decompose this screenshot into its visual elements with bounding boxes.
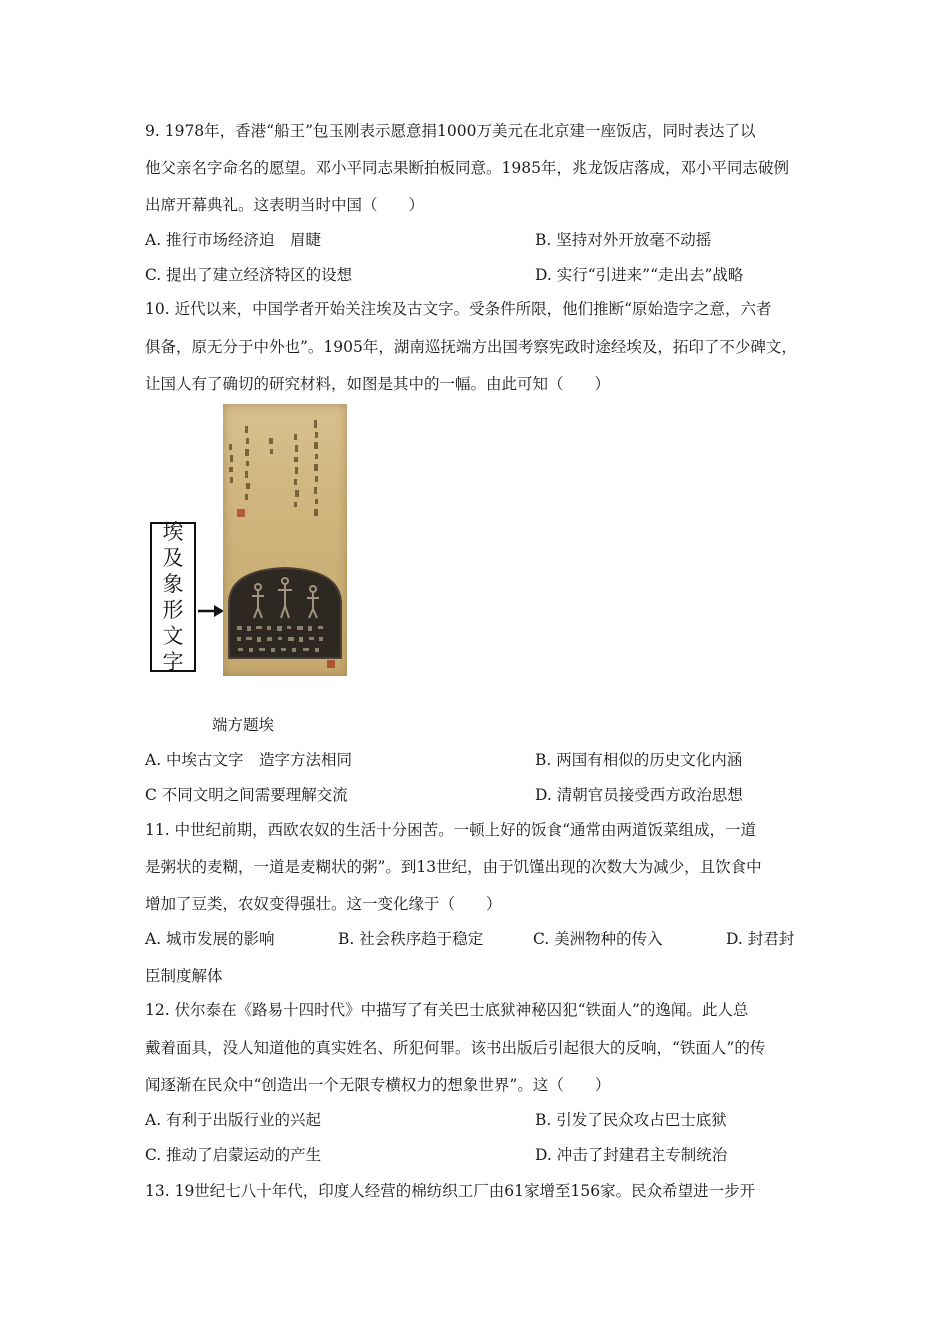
q12-line-1: 12. 伏尔泰在《路易十四时代》中描写了有关巴士底狱神秘囚犯“铁面人”的逸闻。此人总 <box>145 1001 749 1019</box>
q11-option-d-wrap: 臣制度解体 <box>145 967 223 985</box>
q9-option-d: D. 实行“引进来”“走出去”战略 <box>535 266 744 284</box>
figure-label-char: 文 <box>162 624 184 648</box>
q10-figure <box>150 404 350 676</box>
figure-label-box <box>150 522 196 672</box>
q11-line-2: 是粥状的麦糊，一道是麦糊状的粥”。到13世纪，由于饥馑出现的次数大为减少，且饮食中 <box>145 858 762 876</box>
q10-option-a: A. 中埃古文字 造字方法相同 <box>145 751 353 769</box>
q9-option-c: C. 提出了建立经济特区的设想 <box>145 266 353 284</box>
q12-option-c: C. 推动了启蒙运动的产生 <box>145 1146 322 1164</box>
figure-caption: 端方题埃 <box>212 716 275 734</box>
q12-option-b: B. 引发了民众攻占巴士底狱 <box>535 1111 727 1129</box>
q12-option-a: A. 有利于出版行业的兴起 <box>145 1111 322 1129</box>
q10-line-1: 10. 近代以来，中国学者开始关注埃及古文字。受条件所限，他们推断“原始造字之意，六者 <box>145 300 772 318</box>
q12-line-3: 闻逐渐在民众中“创造出一个无限专横权力的想象世界”。这（ ） <box>145 1076 611 1094</box>
figure-label-char: 形 <box>162 598 184 622</box>
stele-rubbing-image <box>223 404 347 676</box>
q13-line-1: 13. 19世纪七八十年代，印度人经营的棉纺织工厂由61家增至156家。民众希望进一步开 <box>145 1182 756 1200</box>
figure-label-char: 及 <box>162 546 184 570</box>
q9-option-b: B. 坚持对外开放毫不动摇 <box>535 231 712 249</box>
q10-line-2: 俱备，原无分于中外也”。1905年，湖南巡抚端方出国考察宪政时途经埃及，拓印了不少碑文， <box>145 338 797 356</box>
arrow-right-icon <box>198 604 224 618</box>
q9-line-3: 出席开幕典礼。这表明当时中国（ ） <box>145 196 425 214</box>
q11-option-d: D. 封君封 <box>726 930 795 948</box>
figure-label-char: 字 <box>162 650 184 674</box>
q9-line-1: 9. 1978年，香港“船王”包玉刚表示愿意捐1000万美元在北京建一座饭店，同时表达了以 <box>145 122 756 140</box>
figure-label-char: 象 <box>162 572 184 596</box>
q9-option-a: A. 推行市场经济迫 眉睫 <box>145 231 322 249</box>
q11-line-3: 增加了豆类，农奴变得强壮。这一变化缘于（ ） <box>145 895 502 913</box>
q12-option-d: D. 冲击了封建君主专制统治 <box>535 1146 728 1164</box>
q11-option-b: B. 社会秩序趋于稳定 <box>338 930 484 948</box>
q11-line-1: 11. 中世纪前期，西欧农奴的生活十分困苦。一顿上好的饭食“通常由两道饭菜组成，一道 <box>145 821 757 839</box>
q10-line-3: 让国人有了确切的研究材料，如图是其中的一幅。由此可知（ ） <box>145 375 611 393</box>
q10-option-c: C 不同文明之间需要理解交流 <box>145 786 348 804</box>
q10-option-b: B. 两国有相似的历史文化内涵 <box>535 751 743 769</box>
q11-option-a: A. 城市发展的影响 <box>145 930 275 948</box>
q9-line-2: 他父亲名字命名的愿望。邓小平同志果断拍板同意。1985年，兆龙饭店落成，邓小平同志破例 <box>145 159 789 177</box>
figure-label-char: 埃 <box>162 520 184 544</box>
rubbing-artwork <box>223 404 347 676</box>
q10-option-d: D. 清朝官员接受西方政治思想 <box>535 786 743 804</box>
q11-option-c: C. 美洲物种的传入 <box>533 930 663 948</box>
q12-line-2: 戴着面具，没人知道他的真实姓名、所犯何罪。该书出版后引起很大的反响，“铁面人”的传 <box>145 1039 766 1057</box>
